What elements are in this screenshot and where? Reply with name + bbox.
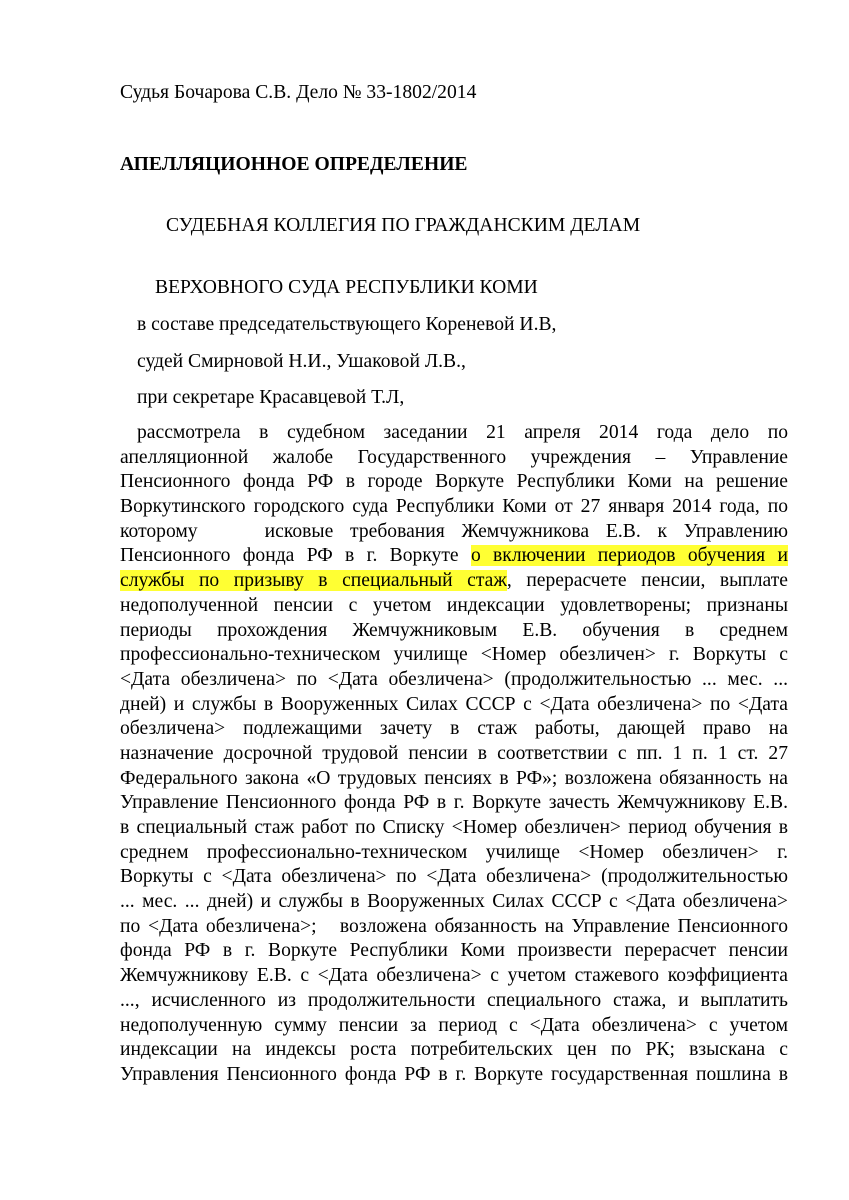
body-line: которому исковые требования Жемчужникова Е.В. к Управлению xyxy=(120,520,788,542)
body-line: назначение досрочной трудовой пенсии в соответствии с пп. 1 п. 1 ст. 27 xyxy=(120,742,788,764)
body-line: Жемчужникову Е.В. с <Дата обезличена> с учетом стажевого коэффициента xyxy=(120,965,788,987)
body-line: Управления Пенсионного фонда РФ в г. Воркуте государственная пошлина в xyxy=(120,1063,788,1085)
body-line: в специальный стаж работ по Списку <Номер обезличен> период обучения в xyxy=(120,817,788,838)
case-line: Судья Бочарова С.В. Дело № 33-1802/2014 xyxy=(120,82,477,103)
body-text xyxy=(120,421,788,1088)
body-line: дней) и службы в Вооруженных Силах СССР с <Дата обезличена> по <Дата xyxy=(120,693,788,715)
body-line: рассмотрела в судебном заседании 21 апреля 2014 года дело по xyxy=(137,422,788,443)
body-line xyxy=(120,569,788,594)
body-line: <Дата обезличена> по <Дата обезличена> (продолжительностью ... мес. ... xyxy=(120,668,788,690)
body-line: Воркутинского городского суда Республики Коми от 27 января 2014 года, по xyxy=(120,496,788,518)
body-line: Управление Пенсионного фонда РФ в г. Воркуте зачесть Жемчужникову Е.В. xyxy=(120,792,788,814)
body-line: фонда РФ в г. Воркуте Республики Коми произвести перерасчет пенсии xyxy=(120,940,788,962)
body-line: индексации на индексы роста потребительских цен по РК; взыскана с xyxy=(120,1039,788,1061)
body-line: апелляционной жалобе Государственного учреждения – Управление xyxy=(120,446,788,468)
body-line: обезличена> подлежащими зачету в стаж работы, дающей право на xyxy=(120,718,788,740)
body-line: по <Дата обезличена>; возложена обязанность на Управление Пенсионного xyxy=(120,915,788,937)
body-line: ... мес. ... дней) и службы в Вооруженных Силах СССР с <Дата обезличена> xyxy=(120,891,788,913)
composition-secretary: при секретаре Красавцевой Т.Л, xyxy=(137,387,405,408)
composition-judges: судей Смирновой Н.И., Ушаковой Л.В., xyxy=(137,351,466,372)
body-line: недополученную сумму пенсии за период с <Дата обезличена> с учетом xyxy=(120,1014,788,1036)
body-line: периоды прохождения Жемчужниковым Е.В. обучения в среднем xyxy=(120,619,788,641)
body-line: недополученной пенсии с учетом индексации удовлетворены; признаны xyxy=(120,594,788,616)
court-line-1: СУДЕБНАЯ КОЛЛЕГИЯ ПО ГРАЖДАНСКИМ ДЕЛАМ xyxy=(166,215,641,236)
body-line-segment: Пенсионного фонда РФ в г. Воркуте xyxy=(120,545,471,567)
body-line: Пенсионного фонда РФ в городе Воркуте Республики Коми на решение xyxy=(120,471,788,493)
composition-presiding: в составе председательствующего Кореневой И.В, xyxy=(137,314,557,335)
body-line xyxy=(120,544,788,569)
body-line: Федерального закона «О трудовых пенсиях в РФ»; возложена обязанность на xyxy=(120,767,788,789)
body-line: среднем профессионально-техническом училище <Номер обезличен> г. xyxy=(120,841,788,863)
body-line: Воркуты с <Дата обезличена> по <Дата обезличена> (продолжительностью xyxy=(120,866,788,888)
body-line: профессионально-техническом училище <Номер обезличен> г. Воркуты с xyxy=(120,644,788,666)
document-title: АПЕЛЛЯЦИОННОЕ ОПРЕДЕЛЕНИЕ xyxy=(120,154,468,175)
highlighted-text: о включении периодов обучения и xyxy=(470,545,788,567)
court-line-2: ВЕРХОВНОГО СУДА РЕСПУБЛИКИ КОМИ xyxy=(155,277,538,298)
body-line: ..., исчисленного из продолжительности специального стажа, и выплатить xyxy=(120,989,788,1011)
highlighted-text: службы по призыву в специальный стаж xyxy=(120,570,507,592)
body-line-segment: , перерасчете пенсии, выплате xyxy=(506,570,788,592)
